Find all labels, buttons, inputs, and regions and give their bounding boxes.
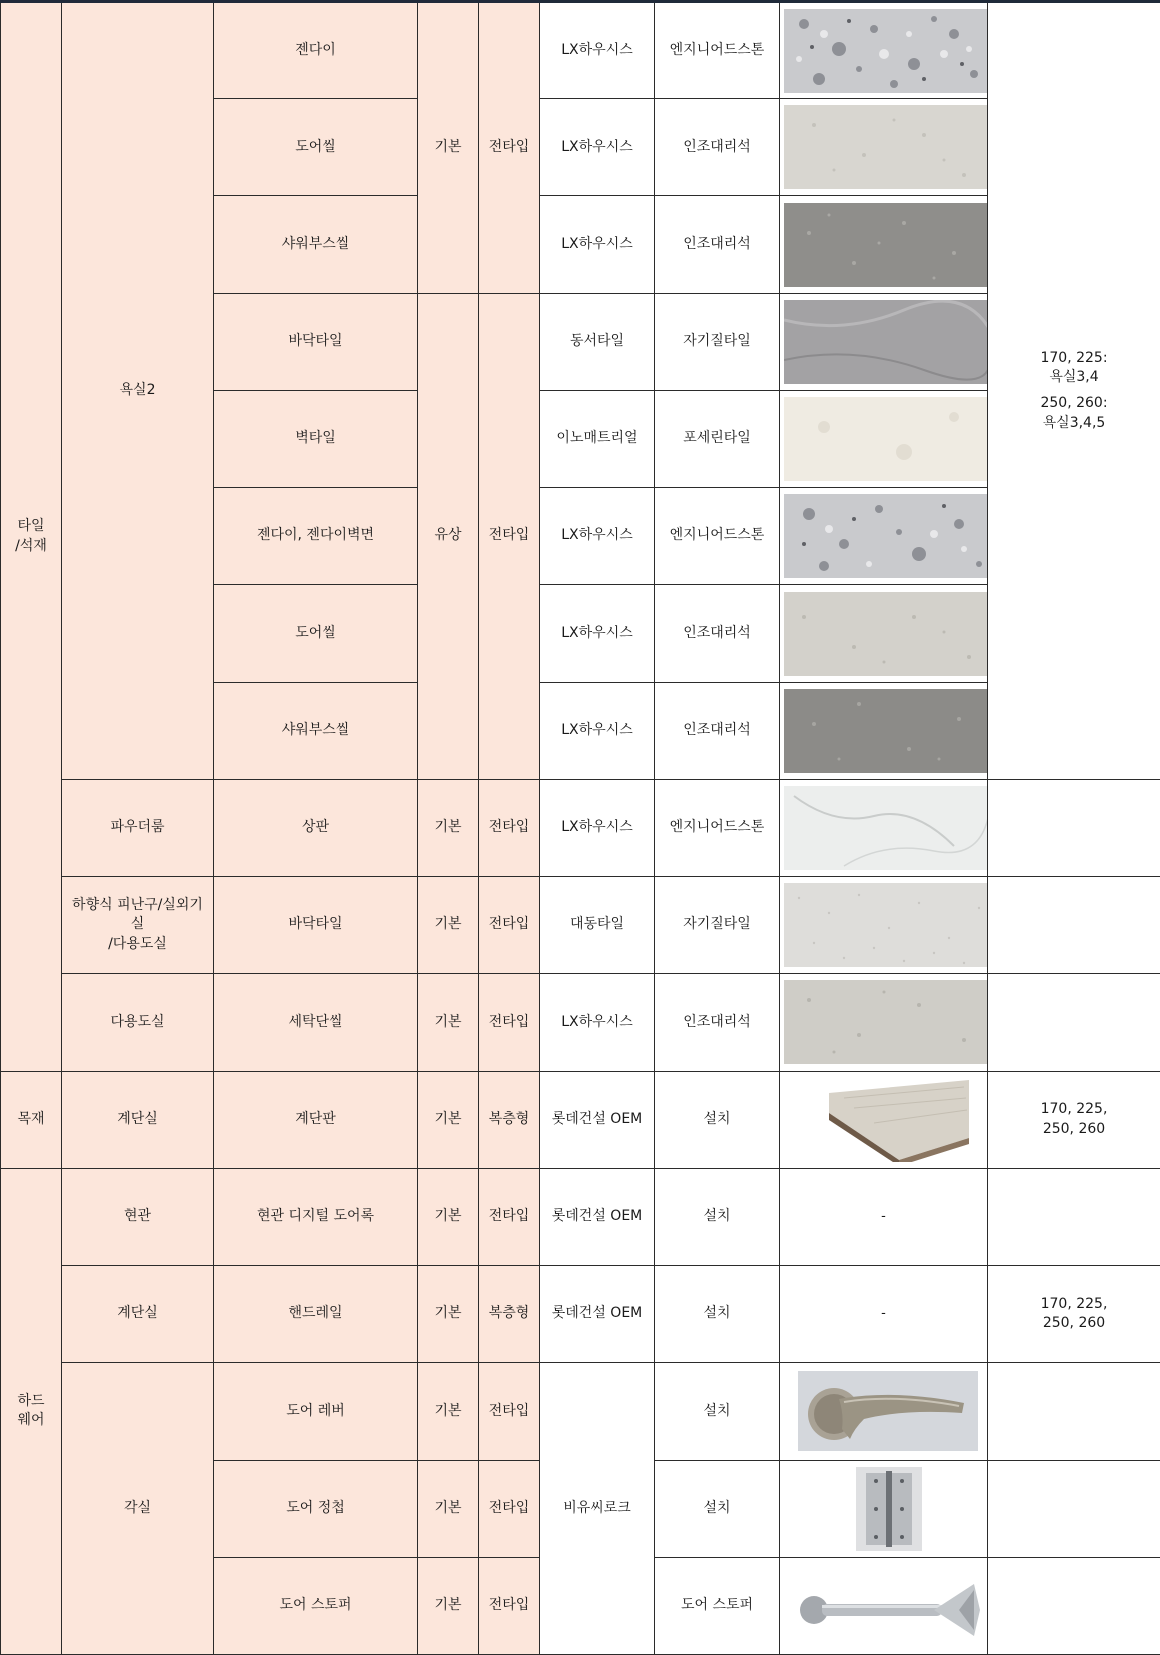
type-label: 전타입 <box>488 1013 530 1030</box>
location-label: 계단실 <box>117 1110 158 1127</box>
maker-cell <box>540 974 655 1071</box>
maker-cell <box>540 682 655 779</box>
material-cell <box>655 390 780 487</box>
type-cell <box>479 2 540 294</box>
type-label: 전타입 <box>488 1499 530 1516</box>
type-cell <box>479 1363 540 1460</box>
image-cell <box>780 877 988 974</box>
maker-label: 롯데건설 OEM <box>551 1208 643 1225</box>
location-label: 욕실2 <box>119 382 156 399</box>
note-cell <box>988 779 1160 876</box>
location-label: 파우더룸 <box>110 819 165 836</box>
material-label: 인조대리석 <box>683 721 751 738</box>
material-cell <box>655 682 780 779</box>
option-cell <box>418 293 479 779</box>
material-cell <box>655 877 780 974</box>
location-label: 다용도실 <box>110 1013 165 1030</box>
material-cell <box>655 1460 780 1557</box>
location-label: 각실 <box>123 1499 152 1516</box>
material-cell <box>655 196 780 293</box>
note-cell <box>988 2 1160 780</box>
material-cell <box>655 293 780 390</box>
light-marble-swatch-image <box>784 980 988 1064</box>
maker-cell <box>540 585 655 682</box>
material-cell <box>655 779 780 876</box>
gray-marble-swatch-image <box>784 203 988 287</box>
type-cell <box>479 1168 540 1265</box>
item-cell <box>214 1460 418 1557</box>
maker-cell <box>540 196 655 293</box>
material-cell <box>655 1557 780 1654</box>
material-label: 엔지니어드스톤 <box>669 819 765 836</box>
terrazzo-swatch-image <box>784 494 988 578</box>
type-cell <box>479 1266 540 1363</box>
option-cell <box>418 1168 479 1265</box>
note-text: 250, 260: 욕실3,4,5 <box>1040 394 1108 431</box>
door-hinge-image <box>784 1467 988 1551</box>
location-label: 계단실 <box>117 1305 158 1322</box>
gray-stone-tile-swatch-image <box>784 300 988 384</box>
type-label: 전타입 <box>488 1597 530 1614</box>
material-cell <box>655 1363 780 1460</box>
maker-label: 동서타일 <box>569 333 625 350</box>
note-text: 170, 225, 250, 260 <box>1040 1295 1108 1332</box>
item-cell <box>214 682 418 779</box>
material-label: 인조대리석 <box>683 1013 751 1030</box>
material-label: 포세린타일 <box>683 430 751 447</box>
type-cell <box>479 877 540 974</box>
maker-label: 비유씨로크 <box>563 1499 631 1516</box>
material-cell <box>655 2 780 99</box>
option-cell <box>418 877 479 974</box>
table-row <box>1 1168 1160 1265</box>
option-label: 기본 <box>434 1208 462 1225</box>
maker-cell <box>540 99 655 196</box>
location-label: 하향식 피난구/실외기실 /다용도실 <box>72 896 203 953</box>
type-cell <box>479 1460 540 1557</box>
location-bath2 <box>62 2 214 780</box>
location-cell <box>62 877 214 974</box>
material-label: 설치 <box>703 1305 731 1322</box>
gray-marble-swatch-image <box>784 689 988 773</box>
maker-label: LX하우시스 <box>561 721 633 738</box>
image-cell <box>780 99 988 196</box>
item-cell <box>214 1557 418 1654</box>
image-cell <box>780 390 988 487</box>
material-cell <box>655 1168 780 1265</box>
type-label: 전타입 <box>488 527 530 544</box>
image-cell <box>780 293 988 390</box>
maker-label: LX하우시스 <box>561 138 633 155</box>
type-cell <box>479 779 540 876</box>
location-cell <box>62 1071 214 1168</box>
item-label: 현관 디지털 도어록 <box>256 1208 375 1225</box>
image-cell <box>780 1363 988 1460</box>
material-label: 인조대리석 <box>683 624 751 641</box>
location-cell <box>62 974 214 1071</box>
material-label: 도어 스토퍼 <box>680 1597 754 1614</box>
item-cell <box>214 390 418 487</box>
table-row <box>1 2 1160 99</box>
image-cell <box>780 682 988 779</box>
option-cell <box>418 2 479 294</box>
maker-cell <box>540 779 655 876</box>
location-cell <box>62 1363 214 1655</box>
option-label: 기본 <box>434 1402 462 1419</box>
maker-label: 대동타일 <box>569 916 625 933</box>
maker-cell <box>540 293 655 390</box>
note-cell <box>988 1168 1160 1265</box>
location-cell <box>62 779 214 876</box>
image-cell <box>780 1071 988 1168</box>
no-image-dash: - <box>881 1209 886 1225</box>
table-row <box>1 877 1160 974</box>
type-label: 전타입 <box>488 1208 530 1225</box>
item-cell <box>214 1266 418 1363</box>
note-cell <box>988 1071 1160 1168</box>
option-cell <box>418 974 479 1071</box>
image-cell <box>780 974 988 1071</box>
item-label: 도어 레버 <box>286 1402 345 1419</box>
maker-label: LX하우시스 <box>561 1013 633 1030</box>
material-label: 설치 <box>703 1208 731 1225</box>
item-label: 도어 정첩 <box>286 1499 345 1516</box>
maker-cell <box>540 1266 655 1363</box>
type-cell <box>479 1071 540 1168</box>
option-cell <box>418 1557 479 1654</box>
item-label: 바닥타일 <box>288 916 343 933</box>
category-tile-stone <box>1 2 62 1072</box>
item-label: 도어 스토퍼 <box>279 1597 352 1614</box>
category-hardware <box>1 1168 62 1654</box>
material-label: 설치 <box>703 1499 731 1516</box>
maker-cell <box>540 2 655 99</box>
material-label: 자기질타일 <box>683 333 751 350</box>
option-label: 기본 <box>434 1305 462 1322</box>
type-cell <box>479 293 540 779</box>
item-cell <box>214 488 418 585</box>
material-label: 엔지니어드스톤 <box>669 527 765 544</box>
maker-label: 이노매트리얼 <box>556 430 638 447</box>
item-label: 핸드레일 <box>288 1305 343 1322</box>
maker-label: LX하우시스 <box>561 527 633 544</box>
type-cell <box>479 1557 540 1654</box>
option-cell <box>418 1460 479 1557</box>
item-cell <box>214 1363 418 1460</box>
maker-cell <box>540 877 655 974</box>
maker-cell <box>540 1363 655 1655</box>
speckled-tile-swatch-image <box>784 883 988 967</box>
option-label: 기본 <box>434 1013 462 1030</box>
material-label: 인조대리석 <box>683 235 751 252</box>
table-row <box>1 1363 1160 1460</box>
item-cell <box>214 1168 418 1265</box>
item-cell <box>214 779 418 876</box>
table-row <box>1 1071 1160 1168</box>
category-wood <box>1 1071 62 1168</box>
material-cell <box>655 99 780 196</box>
material-label: 자기질타일 <box>683 916 751 933</box>
material-cell <box>655 585 780 682</box>
note-text: 170, 225: 욕실3,4 <box>1040 349 1108 386</box>
option-cell <box>418 1071 479 1168</box>
material-label: 인조대리석 <box>683 138 751 155</box>
terrazzo-swatch-image <box>784 9 988 93</box>
item-label: 젠다이 <box>295 41 336 58</box>
item-label: 젠다이, 젠다이벽면 <box>256 527 375 544</box>
item-cell <box>214 1071 418 1168</box>
image-cell <box>780 196 988 293</box>
maker-label: LX하우시스 <box>561 235 633 252</box>
note-cell <box>988 1363 1160 1460</box>
option-cell <box>418 1266 479 1363</box>
note-cell <box>988 1557 1160 1654</box>
maker-label: LX하우시스 <box>561 819 633 836</box>
image-cell <box>780 1266 988 1363</box>
item-label: 도어씰 <box>295 624 336 641</box>
option-label: 기본 <box>434 139 462 156</box>
material-label: 설치 <box>703 1402 731 1419</box>
image-cell <box>780 2 988 99</box>
type-label: 전타입 <box>488 139 530 156</box>
note-cell <box>988 974 1160 1071</box>
no-image-dash: - <box>881 1306 886 1322</box>
type-cell <box>479 974 540 1071</box>
material-cell <box>655 1071 780 1168</box>
material-label: 엔지니어드스톤 <box>669 41 765 58</box>
maker-cell <box>540 1168 655 1265</box>
image-cell <box>780 585 988 682</box>
category-label: 타일 /석재 <box>15 518 47 554</box>
location-cell <box>62 1266 214 1363</box>
type-label: 전타입 <box>488 819 530 836</box>
maker-label: 롯데건설 OEM <box>551 1305 643 1322</box>
note-cell <box>988 1460 1160 1557</box>
material-label: 설치 <box>703 1110 731 1127</box>
option-label: 기본 <box>434 916 462 933</box>
white-marble-swatch-image <box>784 786 988 870</box>
category-label: 목재 <box>17 1110 45 1127</box>
type-label: 복층형 <box>488 1110 530 1127</box>
item-cell <box>214 196 418 293</box>
door-lever-image <box>784 1369 988 1453</box>
item-cell <box>214 293 418 390</box>
item-cell <box>214 877 418 974</box>
door-stopper-image <box>784 1564 988 1648</box>
image-cell <box>780 1168 988 1265</box>
type-label: 전타입 <box>488 1402 530 1419</box>
image-cell <box>780 488 988 585</box>
maker-cell <box>540 390 655 487</box>
material-cell <box>655 1266 780 1363</box>
location-cell <box>62 1168 214 1265</box>
maker-label: LX하우시스 <box>561 624 633 641</box>
item-label: 상판 <box>301 819 330 836</box>
material-cell <box>655 974 780 1071</box>
type-label: 전타입 <box>488 916 530 933</box>
image-cell <box>780 1557 988 1654</box>
item-cell <box>214 585 418 682</box>
item-label: 벽타일 <box>295 430 336 447</box>
note-text: 170, 225, 250, 260 <box>1040 1101 1108 1137</box>
maker-cell <box>540 1071 655 1168</box>
location-label: 현관 <box>123 1208 152 1225</box>
option-label: 기본 <box>434 1597 462 1614</box>
table-row <box>1 779 1160 876</box>
maker-cell <box>540 488 655 585</box>
maker-label: 롯데건설 OEM <box>551 1110 643 1127</box>
category-label: 하드 웨어 <box>17 1392 45 1429</box>
type-label: 복층형 <box>488 1305 530 1322</box>
note-cell <box>988 877 1160 974</box>
maker-label: LX하우시스 <box>561 41 633 58</box>
item-label: 세탁단씰 <box>288 1013 343 1030</box>
option-label: 기본 <box>434 1499 462 1516</box>
item-label: 계단판 <box>295 1110 336 1127</box>
image-cell <box>780 1460 988 1557</box>
item-label: 바닥타일 <box>288 333 343 350</box>
option-cell <box>418 779 479 876</box>
item-cell <box>214 974 418 1071</box>
image-cell <box>780 779 988 876</box>
option-label: 기본 <box>434 1110 462 1127</box>
note-cell <box>988 1266 1160 1363</box>
light-marble-swatch-image <box>784 105 988 189</box>
cream-porcelain-swatch-image <box>784 397 988 481</box>
table-row <box>1 1266 1160 1363</box>
option-cell <box>418 1363 479 1460</box>
material-cell <box>655 488 780 585</box>
table-row <box>1 974 1160 1071</box>
item-cell <box>214 99 418 196</box>
item-label: 샤워부스씰 <box>281 721 350 738</box>
item-label: 도어씰 <box>295 138 336 155</box>
option-label: 유상 <box>434 527 462 544</box>
item-cell <box>214 2 418 99</box>
option-label: 기본 <box>434 819 462 836</box>
wood-plank-image <box>784 1078 988 1162</box>
light-marble-swatch-image <box>784 592 988 676</box>
item-label: 샤워부스씰 <box>281 235 350 252</box>
